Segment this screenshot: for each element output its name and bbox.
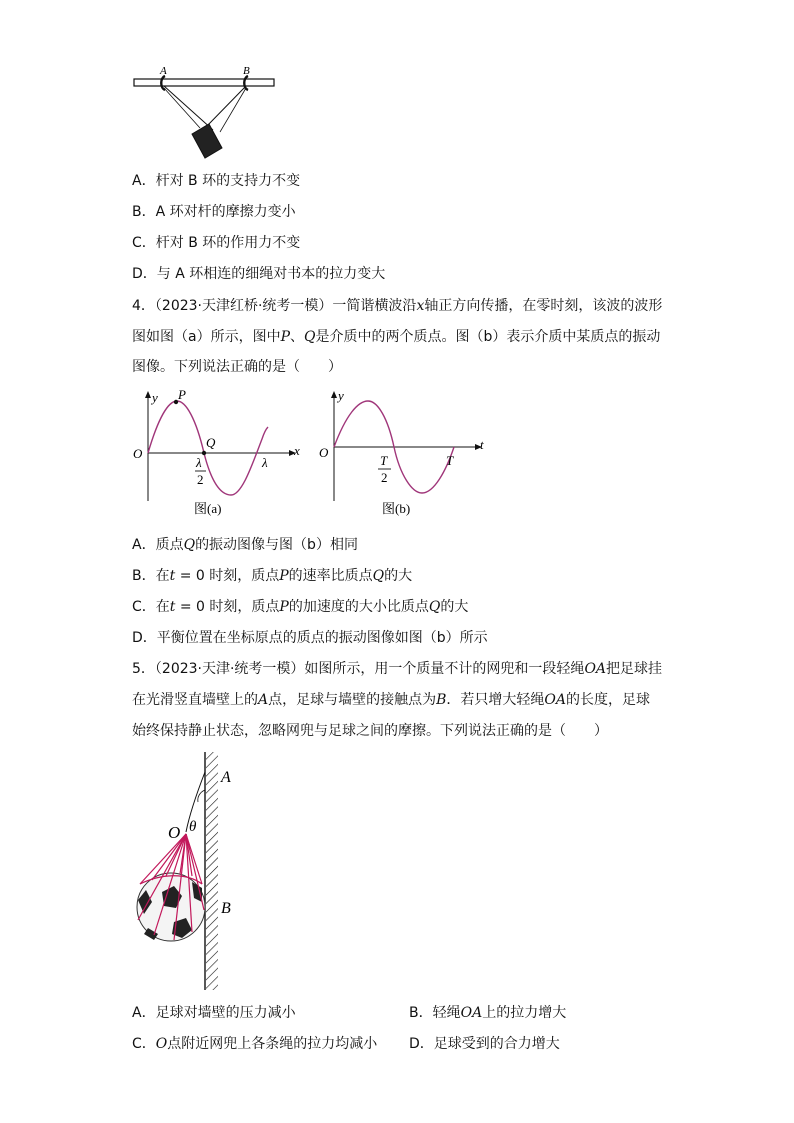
fig-a-caption: 图(a): [194, 501, 222, 516]
svg-text:Q: Q: [206, 435, 216, 450]
q5-stem-line-1: 5．（2023·天津·统考一模）如图所示，用一个质量不计的网兜和一段轻绳OA把足球挂: [132, 661, 663, 677]
q3-option-a: A．杆对 B 环的支持力不变: [132, 173, 301, 189]
svg-text:λ: λ: [262, 455, 268, 470]
svg-text:B: B: [221, 900, 231, 917]
svg-text:θ: θ: [189, 819, 197, 835]
q5-stem-line-2: 在光滑竖直墙壁上的A点，足球与墙壁的接触点为B．若只增大轻绳OA的长度，足球: [132, 692, 651, 708]
svg-text:O: O: [133, 446, 143, 461]
svg-text:O: O: [319, 445, 329, 460]
string-a: [164, 86, 213, 130]
fig-b-caption: 图(b): [382, 501, 411, 516]
q4-stem-line-2: 图如图（a）所示，图中P、Q是介质中的两个质点。图（b）表示介质中某质点的振动: [132, 329, 661, 345]
svg-text:y: y: [338, 388, 344, 403]
wave-figure-b: [316, 385, 496, 520]
q4-option-d: D．平衡位置在坐标原点的质点的振动图像如图（b）所示: [132, 630, 488, 646]
svg-text:2: 2: [197, 472, 204, 487]
book: [192, 124, 222, 158]
svg-text:t: t: [480, 437, 484, 452]
svg-text:O: O: [168, 823, 181, 842]
q4-stem-line-3: 图像。下列说法正确的是（ ）: [132, 359, 342, 375]
q3-option-d: D．与 A 环相连的细绳对书本的拉力变大: [132, 266, 386, 282]
rod-rings-figure: [130, 62, 280, 162]
svg-text:λ: λ: [196, 455, 202, 470]
q5-option-a: A．足球对墙壁的压力减小: [132, 1005, 296, 1021]
svg-text:T: T: [446, 453, 454, 468]
ring-a-label: A: [160, 65, 167, 77]
q4-option-c: C．在t = 0 时刻，质点P的加速度的大小比质点Q的大: [132, 599, 469, 615]
ring-b-label: B: [243, 65, 250, 77]
svg-text:x: x: [294, 443, 300, 458]
wall-hatching: [206, 752, 218, 990]
string-b: [206, 86, 246, 127]
q4-option-b: B．在t = 0 时刻，质点P的速率比质点Q的大: [132, 568, 413, 584]
point-q: [202, 451, 206, 455]
q5-option-b: B．轻绳OA上的拉力增大: [409, 1005, 567, 1021]
q3-option-b: B．A 环对杆的摩擦力变小: [132, 204, 296, 220]
q3-option-c: C．杆对 B 环的作用力不变: [132, 235, 301, 251]
q5-option-d: D．足球受到的合力增大: [409, 1036, 560, 1052]
svg-text:2: 2: [381, 470, 388, 485]
horizontal-rod: [134, 79, 274, 86]
q5-stem-line-3: 始终保持静止状态，忽略网兜与足球之间的摩擦。下列说法正确的是（ ）: [132, 723, 608, 739]
q4-option-a: A．质点Q的振动图像与图（b）相同: [132, 537, 358, 553]
q5-option-c: C．O点附近网兜上各条绳的拉力均减小: [132, 1036, 378, 1052]
wave-figure-a: [130, 385, 310, 520]
svg-text:A: A: [221, 769, 231, 786]
svg-text:P: P: [178, 387, 186, 402]
svg-text:T: T: [380, 453, 388, 468]
svg-text:y: y: [152, 390, 158, 405]
football-wall-figure: [130, 750, 250, 995]
q4-stem-line-1: 4．（2023·天津红桥·统考一模）一简谐横波沿x轴正方向传播，在零时刻，该波的波形: [132, 298, 663, 314]
